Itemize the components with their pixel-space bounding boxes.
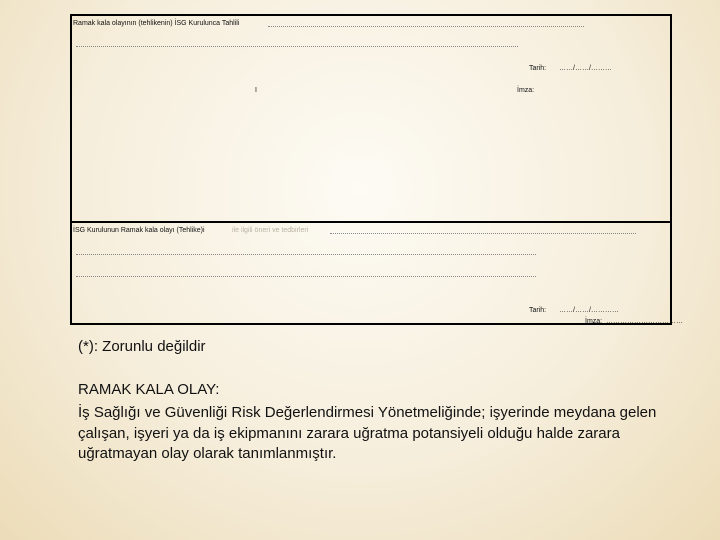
section1-signature-label: İmza:	[517, 87, 535, 94]
section1-heading: Ramak kala olayının (tehlikenin) İSG Kurulunca Tahlili	[73, 20, 240, 27]
section1-marker: I	[255, 87, 257, 94]
section2-date-value: ……/……/…………	[559, 307, 619, 314]
definition-text: İş Sağlığı ve Güvenliği Risk Değerlendirmesi Yönetmeliğinde; işyerinde meydana gelen çalışan, işyeri ya da iş ekipmanını zarara uğratma potansiyeli olduğu halde zarara uğratmayan olay olarak tanımlanmıştır.	[78, 404, 657, 462]
section1-date-label: Tarih:	[529, 65, 547, 72]
section1-fill-line	[76, 46, 518, 47]
section2-fill-line-2	[76, 276, 536, 277]
section2-signature-label: İmza:	[585, 318, 603, 325]
optional-note: (*): Zorunlu değildir	[78, 338, 206, 355]
section-divider	[72, 221, 670, 223]
section2-heading-fill-line	[330, 233, 636, 234]
section2-signature-value: ……………………………	[606, 318, 683, 325]
definition-title: RAMAK KALA OLAY:	[78, 381, 220, 398]
section2-heading-faint: ile ilgili öneri ve tedbirleri	[232, 227, 309, 234]
section1-date-value: ……/……/………	[559, 65, 612, 72]
ramak-kala-form	[70, 14, 683, 325]
section2-fill-line-1	[76, 254, 536, 255]
section1-heading-fill-line	[268, 26, 584, 27]
section2-date-label: Tarih:	[529, 307, 547, 314]
section2-heading: İSG Kurulunun Ramak kala olayı (Tehlike)i	[73, 227, 205, 234]
